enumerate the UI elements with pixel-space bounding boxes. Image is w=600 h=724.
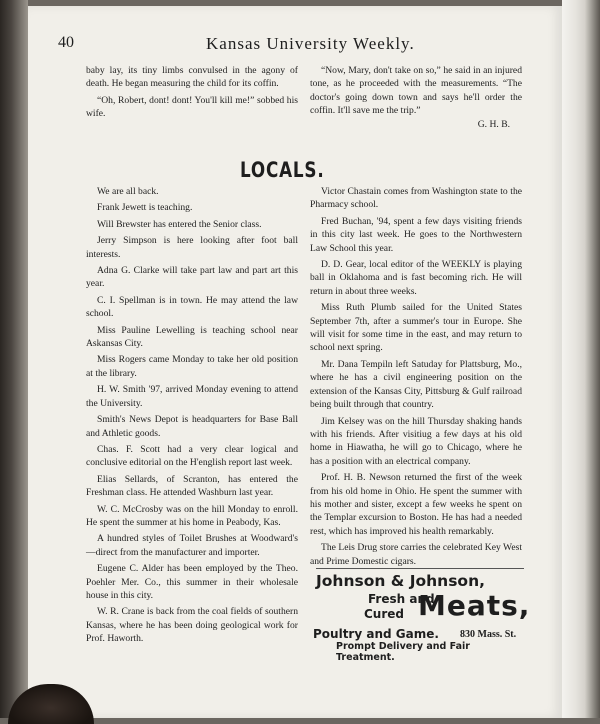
local-item: W. R. Crane is back from the coal fields of southern Kansas, where he has been doing geological work for Prof. Haworth. [86, 606, 298, 645]
page-header [58, 34, 518, 56]
ad-firm-name: Johnson & Johnson, [316, 572, 485, 590]
signature: G. H. B. [477, 119, 510, 130]
local-item: W. C. McCrosby was on the hill Monday to enroll. He spent the summer at his home in Peabody, Kas. [86, 503, 298, 528]
story-paragraph: baby lay, its tiny limbs convulsed in the agony of death. He began measuring the child for its coffin. [86, 65, 298, 90]
local-item: Miss Rogers came Monday to take her old position at the library. [86, 354, 298, 379]
locals-right-column [310, 185, 522, 571]
local-item: C. I. Spellman is in town. He may attend the law school. [86, 294, 298, 320]
ad-poultry: Poultry and Game. [313, 627, 439, 641]
ad-meats: Meats, [418, 589, 531, 622]
local-item: Jerry Simpson is here looking after foot ball interests. [86, 235, 298, 260]
johnson-meats-advertisement [313, 568, 531, 663]
ad-cured: Cured [364, 607, 404, 621]
journal-title: Kansas University Weekly. [206, 34, 415, 53]
local-item: Frank Jewett is teaching. [97, 202, 193, 214]
story-end-right [310, 64, 522, 121]
local-item: Adna G. Clarke will take part law and part art this year. [86, 265, 298, 290]
local-item: Will Brewster has entered the Senior class. [97, 218, 262, 230]
book-binding [0, 0, 28, 718]
local-item: Victor Chastain comes from Washington state to the Pharmacy school. [310, 186, 522, 211]
section-title: LOCALS. [240, 158, 325, 182]
local-item: Prof. H. B. Newson returned the first of the week from his old home in Ohio. He spent the summer with his mother and sister, except a few weeks he spent on the Templar excursion to Boston. He has had a needed rest, which has improved his health remarkably. [310, 472, 522, 537]
local-item: A hundred styles of Toilet Brushes at Woodward's—direct from the manufacturer and importer. [86, 533, 298, 558]
local-item: Smith's News Depot is headquarters for Base Ball and Athletic goods. [86, 414, 298, 439]
page-number: 40 [58, 34, 74, 51]
local-item: Eugene C. Alder has been employed by the Theo. Poehler Mer. Co., this summer in their wholesale house in this city. [86, 563, 298, 601]
local-item: Miss Pauline Lewelling is teaching school near Askansas City. [86, 324, 298, 350]
local-item: We are all back. [97, 186, 159, 197]
story-paragraph: “Now, Mary, don't take on so,” he said in an injured tone, as he proceeded with the measurements. “The doctor's going down town and says he'll order the coffin. It'll save me the trip.” [310, 65, 522, 117]
page-edges [562, 0, 600, 718]
local-item: Chas. F. Scott had a very clear logical and conclusive editorial on the H'english report last week. [86, 443, 298, 469]
ad-tagline: Prompt Delivery and Fair Treatment. [336, 641, 470, 663]
local-item: H. W. Smith '97, arrived Monday evening to attend the University. [86, 384, 298, 409]
local-item: Elias Sellards, of Scranton, has entered the Freshman class. He attended Washburn last year. [86, 473, 298, 499]
local-item: Fred Buchan, '94, spent a few days visiting friends in this city last week. He goes to the Northwestern Law School this year. [310, 215, 522, 254]
ad-fresh: Fresh and [368, 592, 435, 606]
story-end-left [86, 64, 298, 124]
ad-address: 830 Mass. St. [460, 629, 517, 640]
local-item: Jim Kelsey was on the hill Thursday shaking hands with his friends. After visitiug a few days at his old home in Hiawatha, he will go to Chicago, where he has a position with an electrical company. [310, 415, 522, 467]
locals-left-column [86, 185, 298, 649]
local-item: The Leis Drug store carries the celebrated Key West and Prime Domestic cigars. [310, 542, 522, 567]
local-item: D. D. Gear, local editor of the WEEKLY is playing ball in Oklahoma and is fast becoming rich. He will return in about three weeks. [310, 259, 522, 297]
local-item: Miss Ruth Plumb sailed for the United States September 7th, after a summer's tour in Europe. She will visit for some time in the east, and may return to school next spring. [310, 302, 522, 354]
story-paragraph: “Oh, Robert, dont! dont! You'll kill me!” sobbed his wife. [86, 94, 298, 120]
local-item: Mr. Dana Tempiln left Satuday for Plattsburg, Mo., where he has a civil engineering position on the extension of the Kansas City, Pittsburg & Gulf railroad being built through that country. [310, 358, 522, 411]
